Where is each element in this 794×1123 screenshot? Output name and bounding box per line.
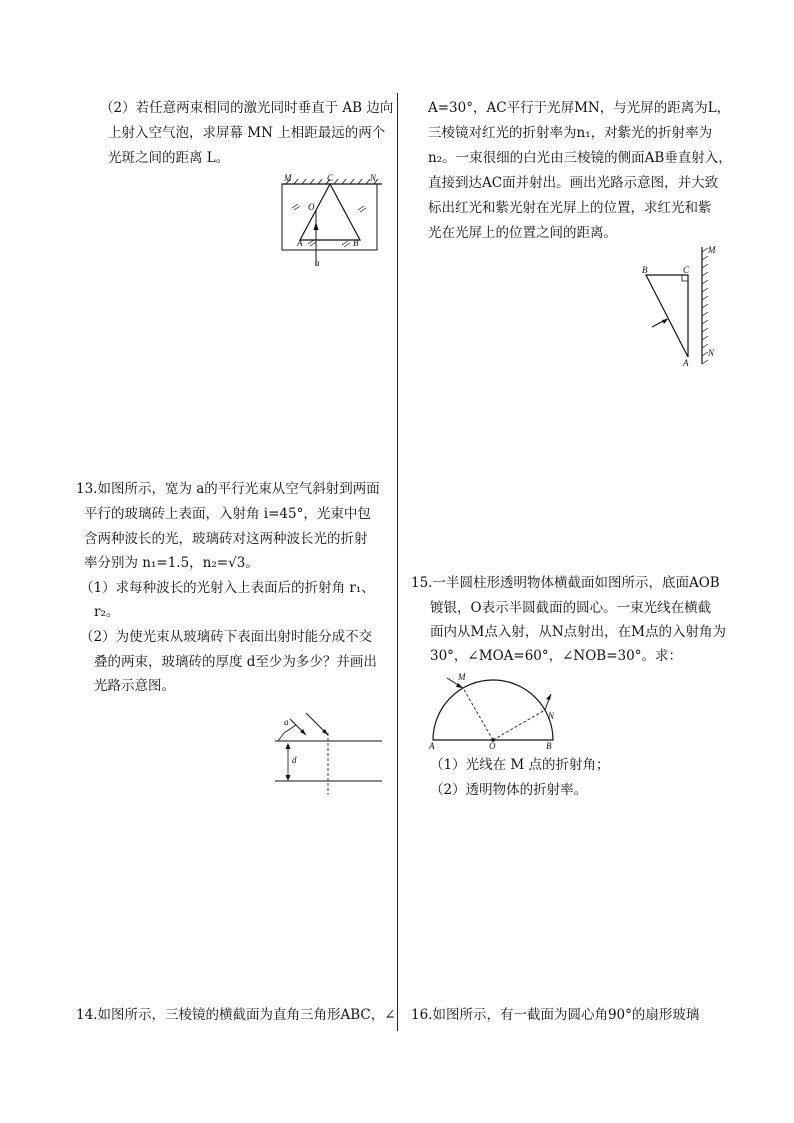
- label-A: A: [683, 358, 689, 368]
- label-B: B: [642, 265, 648, 275]
- label-O: O: [489, 741, 496, 751]
- label-A: A: [429, 741, 435, 751]
- figure-13-glass-slab: [270, 705, 385, 797]
- text-line: 面内从M点入射，从N点射出，在M点的入射角为: [430, 624, 726, 640]
- label-N: N: [548, 711, 555, 721]
- text-line: 镀银，O表示半圆截面的圆心。一束光线在横截: [430, 600, 712, 616]
- text-line: 光路示意图。: [94, 678, 175, 694]
- column-divider: [397, 93, 398, 1031]
- text-line: 率分别为 n₁=1.5，n₂=√3。: [84, 555, 259, 571]
- text-line: A=30°，AC平行于光屏MN，与光屏的距离为L，: [428, 100, 731, 116]
- text-line: （2）为使光束从玻璃砖下表面出射时能分成不交: [80, 629, 373, 645]
- label-C: C: [327, 173, 334, 183]
- text-line: n₂。一束很细的白光由三棱镜的侧面AB垂直射入，: [428, 150, 732, 166]
- text-line: 30°，∠MOA=60°，∠NOB=30°。求：: [430, 648, 682, 664]
- text-line: r₂。: [94, 604, 120, 620]
- figure-12-air-bubble-prism: [270, 170, 395, 270]
- label-B: B: [353, 238, 359, 248]
- label-N: N: [708, 348, 715, 358]
- label-A: A: [297, 238, 303, 248]
- label-M: M: [708, 245, 716, 255]
- label-a: a: [315, 258, 320, 268]
- text-line: 标出红光和紫光射在光屏上的位置，求红光和紫: [428, 200, 712, 216]
- text-line: 光斑之间的距离 L。: [108, 150, 230, 166]
- label-C: C: [683, 265, 690, 275]
- label-d: d: [292, 755, 297, 765]
- text-line: 直接到达AC面并射出。画出光路示意图，并大致: [428, 175, 719, 191]
- label-M: M: [458, 672, 466, 682]
- text-line: 平行的玻璃砖上表面，入射角 i=45°，光束中包: [84, 506, 371, 522]
- text-line: 含两种波长的光，玻璃砖对这两种波长光的折射: [84, 531, 368, 547]
- text-line: （1）求每种波长的光射入上表面后的折射角 r₁、: [80, 580, 375, 596]
- text-line: 三棱镜对红光的折射率为n₁，对紫光的折射率为: [428, 125, 713, 141]
- question-14-start: 14.如图所示，三棱镜的横截面为直角三角形ABC，∠: [76, 1007, 396, 1023]
- text-line: 13.如图所示，宽为 a的平行光束从空气斜射到两面: [76, 481, 380, 497]
- text-line: 叠的两束，玻璃砖的厚度 d至少为多少？并画出: [94, 654, 377, 670]
- label-M: M: [284, 173, 292, 183]
- label-a: a: [284, 717, 289, 727]
- label-N: N: [370, 173, 377, 183]
- question-16-start: 16.如图所示，有一截面为圆心角90°的扇形玻璃: [411, 1007, 700, 1023]
- label-B: B: [546, 741, 552, 751]
- text-line: 15.一半圆柱形透明物体横截面如图所示，底面AOB: [411, 575, 720, 591]
- text-line: 上射入空气泡，求屏幕 MN 上相距最远的两个: [108, 125, 386, 141]
- text-line: 光在光屏上的位置之间的距离。: [428, 225, 617, 241]
- text-line: （1）光线在 M 点的折射角；: [430, 757, 610, 773]
- label-O: O: [308, 202, 315, 212]
- figure-15-semicircle: [425, 666, 565, 751]
- text-line: （2）若任意两束相同的激光同时垂直于 AB 边向: [100, 100, 394, 116]
- figure-14-prism-screen: [638, 242, 723, 370]
- text-line: （2）透明物体的折射率。: [430, 782, 588, 798]
